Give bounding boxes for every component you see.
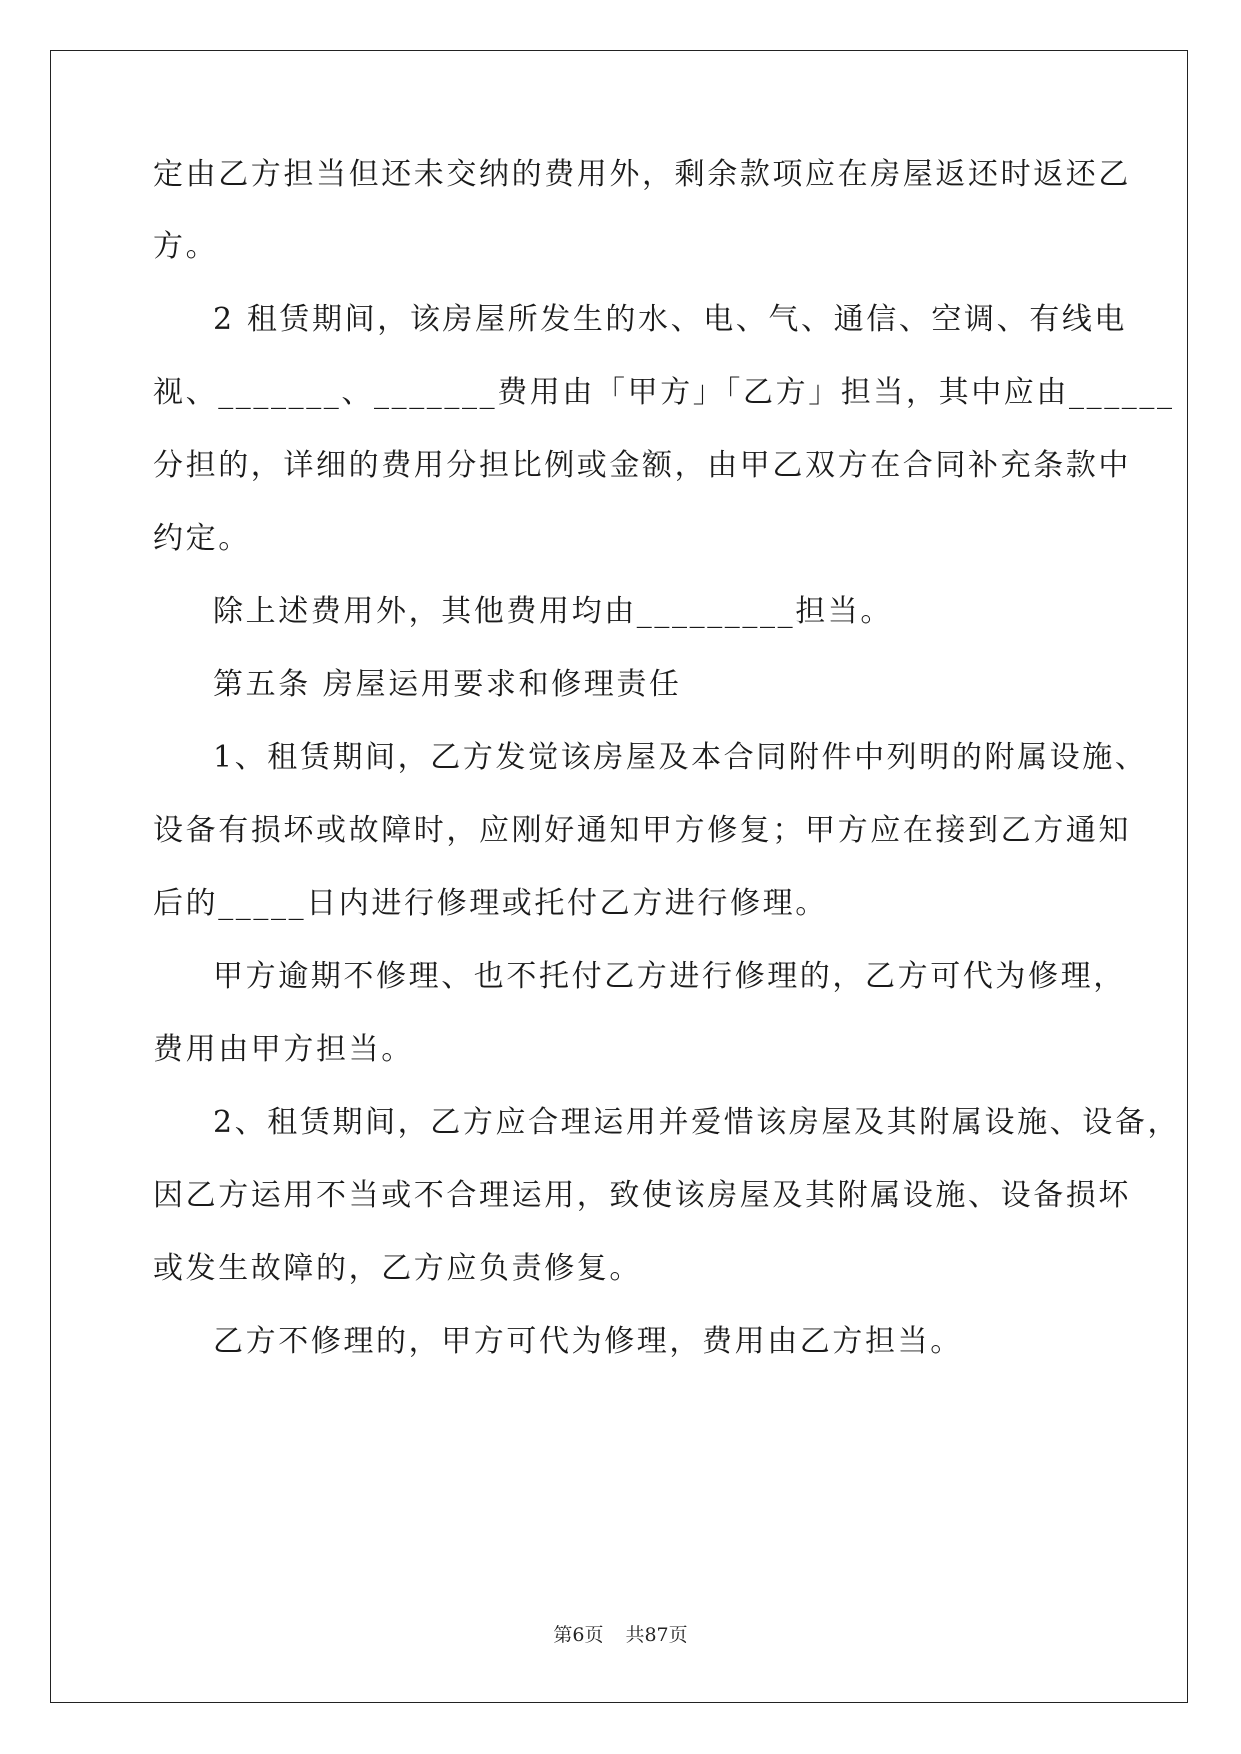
text-line-5: 分担的，详细的费用分担比例或金额，由甲乙双方在合同补充条款中 — [153, 448, 1131, 483]
text-line-1: 定由乙方担当但还未交纳的费用外，剩余款项应在房屋返还时返还乙 — [153, 157, 1131, 192]
page-border — [50, 50, 1188, 1703]
page-total: 共87页 — [625, 1624, 688, 1646]
text-line-2: 方。 — [153, 229, 219, 264]
text-line-11: 后的_____日内进行修理或托付乙方进行修理。 — [153, 886, 828, 921]
text-line-16: 或发生故障的，乙方应负责修复。 — [153, 1251, 642, 1286]
text-line-15: 因乙方运用不当或不合理运用，致使该房屋及其附属设施、设备损坏 — [153, 1178, 1131, 1213]
text-line-9: 1、租赁期间，乙方发觉该房屋及本合同附件中列明的附属设施、 — [213, 740, 1148, 775]
text-line-12: 甲方逾期不修理、也不托付乙方进行修理的，乙方可代为修理， — [213, 959, 1126, 994]
text-line-10: 设备有损坏或故障时，应刚好通知甲方修复；甲方应在接到乙方通知 — [153, 813, 1131, 848]
text-line-7: 除上述费用外，其他费用均由_________担当。 — [213, 594, 893, 629]
text-line-3: 2 租赁期间，该房屋所发生的水、电、气、通信、空调、有线电 — [213, 302, 1128, 337]
section-heading: 第五条 房屋运用要求和修理责任 — [213, 667, 682, 702]
page-number: 第6页 — [553, 1624, 604, 1646]
page-footer — [0, 1623, 1241, 1647]
text-line-4: 视、_______、_______费用由「甲方」「乙方」担当，其中应由______ — [153, 375, 1175, 410]
text-line-17: 乙方不修理的，甲方可代为修理，费用由乙方担当。 — [213, 1324, 963, 1359]
text-line-13: 费用由甲方担当。 — [153, 1032, 414, 1067]
text-line-14: 2、租赁期间，乙方应合理运用并爱惜该房屋及其附属设施、设备， — [213, 1105, 1181, 1140]
text-line-6: 约定。 — [153, 521, 251, 556]
